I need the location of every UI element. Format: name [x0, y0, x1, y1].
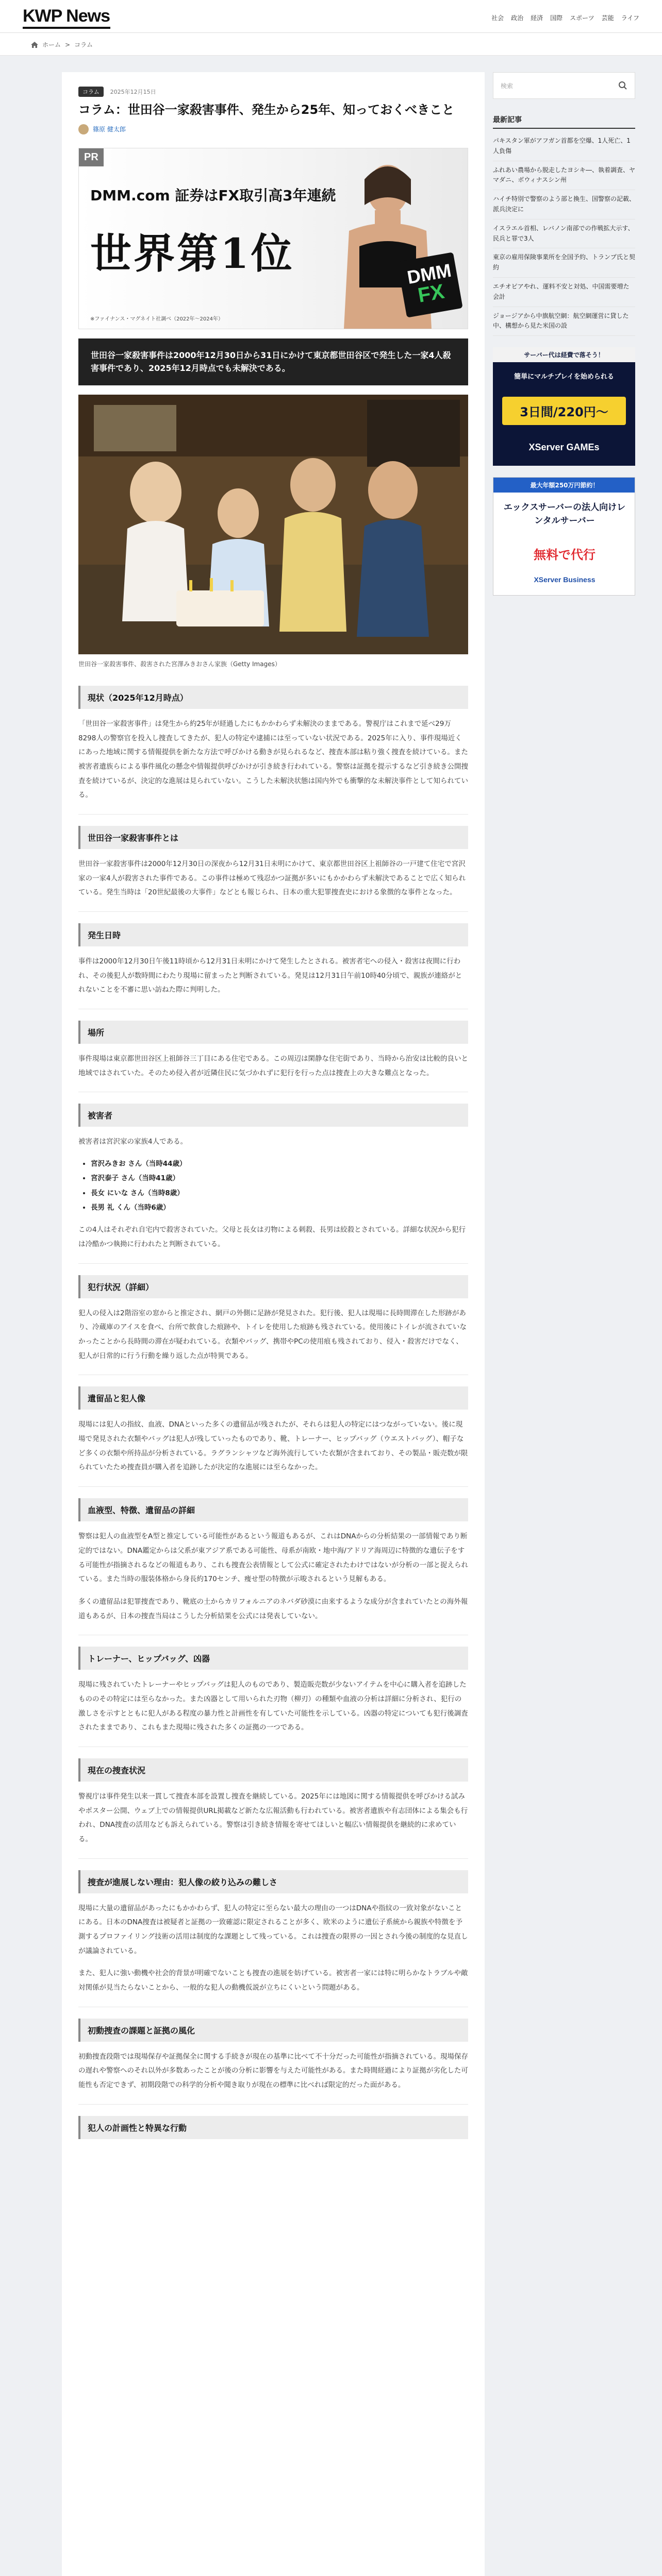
family-photo: [78, 395, 468, 654]
section-paragraph: また、犯人に強い動機や社会的背景が明確でないことも捜査の進展を妨げている。被害者一家には特に明らかなトラブルや敵対関係が見当たらないことから、一般的な犯人の動機仮説が立ちにくいという問題がある。: [78, 1969, 468, 1992]
search-icon[interactable]: [618, 81, 627, 90]
section-paragraph: 事件は2000年12月30日午後11時頃から12月31日未明にかけて発生したとされる。被害者宅への侵入・殺害は夜間に行われ、その後犯人が数時間にわたり現場に留まったと判断されている。発見は12月31日午前10時40分頃で、親族が連絡がとれないことを不審に思い訪ねた際に判明した。: [78, 957, 462, 994]
victim-list: [91, 1157, 468, 1215]
nav-item[interactable]: 国際: [550, 14, 563, 22]
article-body: [78, 686, 468, 2139]
list-item[interactable]: イスラエル首相、レバノン南部での作戦拡大示す、民兵と罪で3人: [493, 219, 635, 249]
author-row: [78, 124, 468, 134]
section-paragraph: 現場には犯人の指紋、血液、DNAといった多くの遺留品が残されたが、それらは犯人の特定にはつながっていない。後に現場で発見された衣類やバッグは犯人が残していったものであり、靴、トレーナー、ヒップバッグ（ウエストバッグ）、帽子など多くの衣類や所持品が分析されている。ラグランシャツなど海外流行していた衣類が含まれており、その製品・販売数が限られていたため捜査員が購入者を追跡したが決定的な進展には至らなかった。: [78, 1420, 468, 1472]
list-item[interactable]: ジョージアから中旗航空網：航空網運営に貸した中、構想から見た米国の設: [493, 307, 635, 336]
section-paragraph: 現場に残されていたトレーナーやヒップバッグは犯人のものであり、製造販売数が少ないアイテムを中心に購入者を追跡したもののその特定には至らなかった。また凶器として用いられた刃物（柳刃）の種類や血液の分析は詳細に分析され、犯行の激しさを示すとともに犯人がある程度の暴力性と計画性を有していた可能性を示している。凶器の特定についても犯行後調査されたままであり、これもまた現場に残された多くの証拠の一つである。: [78, 1681, 468, 1732]
article-section: [78, 814, 468, 900]
nav-item[interactable]: ライフ: [621, 14, 639, 22]
ad1-price: 3日間/220円〜: [502, 397, 626, 425]
section-heading: 初動捜査の課題と証拠の風化: [78, 2019, 468, 2042]
section-paragraph: 世田谷一家殺害事件は2000年12月30日の深夜から12月31日未明にかけて、東京都世田谷区上祖師谷の一戸建て住宅で宮沢家の一家4人が殺害された事件である。この事件は極めて残忍かつ証拠が多いにもかかわらず未解決であることで広く知られている。発生当時は「20世紀最後の大事件」などとも報じられ、日本の重大犯罪捜査史における象徴的な事件となった。: [78, 860, 466, 897]
article-main: [62, 72, 485, 2576]
global-nav: [491, 13, 639, 22]
article-section: [78, 1009, 468, 1080]
section-heading: 犯人の計画性と特異な行動: [78, 2116, 468, 2139]
breadcrumb: [31, 40, 93, 49]
photo-caption: 世田谷一家殺害事件、殺害された宮澤みきおさん家族（Getty Images）: [78, 660, 281, 668]
section-paragraph: 被害者は宮沢家の家族4人である。: [78, 1138, 188, 1146]
dmm-fx-badge-text: DMM FX: [405, 259, 453, 307]
summary-box: 世田谷一家殺害事件は2000年12月30日から31日にかけて東京都世田谷区で発生した一家4人殺害事件であり、2025年12月時点でも未解決である。: [78, 338, 468, 385]
ad2-top: 最大年額250万円節約！: [493, 478, 635, 493]
xserver-business-ad[interactable]: [493, 477, 635, 596]
section-paragraph: 「世田谷一家殺害事件」は発生から約25年が経過したにもかかわらず未解決のままである。警視庁はこれまで延べ29万8298人の警察官を投入し捜査してきたが、犯人の特定や逮捕には至っていない状況である。2025年に入り、事件現場近くにあった地域に関する情報提供を新たな方法で呼びかける動きが見られるなど、捜査本部は粘り強く捜査を続けている。また被害者遺族らによる事件風化の懸念や情報提供呼びかけが引き続き行われている。警察は証拠を提示するなど引き続き公開捜査を続けているが、決定的な進展は見られていない。こうした未解決状態は国内外でも衝撃的な未解決事件として知られている。: [78, 719, 468, 800]
list-item: • 宮沢泰子 さん（当時41歳）: [91, 1171, 468, 1185]
recent-heading: 最新記事: [493, 114, 635, 129]
section-heading: 現在の捜査状況: [78, 1758, 468, 1782]
avatar: [78, 124, 89, 134]
xserver-games-ad[interactable]: [493, 347, 635, 466]
section-paragraph: 現場に大量の遺留品があったにもかかわらず、犯人の特定に至らない最大の理由の一つはDNAや指紋の一致対象がないことにある。日本のDNA捜査は被疑者と証拠の一致確認に限定されることが多く、欧米のように遺伝子系統から親族や特徴を予測するプロファイリング技術の活用は制度的な課題として残っている。これは捜査の限界の一因とされ今後の制度的な見直しが議論されている。: [78, 1904, 468, 1955]
nav-item[interactable]: 政治: [511, 14, 524, 22]
article-meta: [78, 87, 468, 97]
section-heading: 捜査が進展しない理由：犯人像の絞り込みの難しさ: [78, 1870, 468, 1893]
ad2-free: 無料で代行: [534, 548, 595, 563]
article-section: [78, 1263, 468, 1364]
section-paragraph: 事件現場は東京都世田谷区上祖師谷三丁目にある住宅である。この周辺は閑静な住宅街であり、当時から治安は比較的良いと地域ではされていた。そのため侵入者が近隣住民に気づかれずに犯行を行った点は捜査上の大きな難点となった。: [78, 1055, 468, 1077]
article-section: [78, 1858, 468, 1995]
search-placeholder: 検索: [501, 82, 514, 90]
section-paragraph: 警察は犯人の血液型をA型と推定している可能性があるという報道もあるが、これはDNAからの分析結果の一部情報であり断定的ではない。DNA鑑定からは父系が東アジア系である可能性、母系が南欧・地中海/アドリア海周辺に特徴的な遺伝子をする可能性が指摘されるなどの報道もあり、これも捜査公表情報として公式に確定されたわけではないが分析の一部と捉えられている。また当時の服装体格から身長約170センチ、痩せ型の特徴が示唆されるという見解もある。: [78, 1532, 468, 1584]
pr-tag: PR: [79, 148, 104, 166]
nav-item[interactable]: 経済: [531, 14, 543, 22]
ad-footnote: ※ファイナンス・マグネイト社調べ（2022年〜2024年）: [90, 316, 223, 322]
home-icon: [31, 42, 38, 48]
section-paragraph: 多くの遺留品は犯罪捜査であり、靴底の土からカリフォルニアのネバダ砂漠に由来するような成分が含まれていたとの海外報道もあるが、日本の捜査当局はこうした分析結果を公式には発表していない。: [78, 1597, 468, 1620]
article-section: [78, 1486, 468, 1623]
site-header: [0, 0, 662, 33]
section-heading: 血液型、特徴、遺留品の詳細: [78, 1498, 468, 1521]
ad2-brand: XServer Business: [534, 575, 595, 584]
list-item: • 長男 礼 くん（当時6歳）: [91, 1200, 468, 1215]
ad-main-copy: 世界第1位: [90, 229, 294, 278]
ad2-title: エックスサーバーの法人向けレンタルサーバー: [503, 502, 626, 526]
ad-banner[interactable]: [78, 148, 468, 329]
ad1-title: 簡単にマルチプレイを始められる: [514, 373, 614, 381]
recent-list: [493, 132, 635, 336]
article-section: [78, 1375, 468, 1475]
section-heading: 犯行状況（詳細）: [78, 1275, 468, 1298]
section-heading: 場所: [78, 1021, 468, 1044]
section-heading: 被害者: [78, 1104, 468, 1127]
nav-item[interactable]: 社会: [491, 14, 504, 22]
section-paragraph: 警視庁は事件発生以来一貫して捜査本部を設置し捜査を継続している。2025年には地図に関する情報提供を呼びかける試みやポスター公開、ウェブ上での情報提供URL掲載など新たな広報活動も行われている。被害者遺族や有志団体による集会も行われ、DNA捜査の活用なども訴えられている。警察は引き続き情報を寄せてほしいと幅広い情報提供を継続的に求めている。: [78, 1792, 468, 1843]
list-item[interactable]: ふれあい農場から脱走したヨシキ―、執着調査、ヤマダニ、ボウィナスシン州: [493, 161, 635, 191]
section-heading: トレーナー、ヒップバッグ、凶器: [78, 1647, 468, 1670]
article-title: コラム：世田谷一家殺害事件、発生から25年、知っておくべきこと: [78, 103, 455, 117]
search-input[interactable]: [493, 72, 635, 99]
list-item[interactable]: パキスタン軍がアフガン首都を空爆、1人死亡、1人負傷: [493, 132, 635, 161]
article-section: [78, 1092, 468, 1251]
section-heading: 現状（2025年12月時点）: [78, 686, 468, 709]
breadcrumb-category[interactable]: コラム: [74, 41, 93, 48]
ad-headline: DMM.com 証券はFX取引高3年連続: [90, 187, 336, 204]
breadcrumb-separator: >: [65, 41, 71, 48]
site-logo[interactable]: KWP News: [23, 6, 110, 26]
logo-underline: [23, 27, 110, 29]
list-item[interactable]: 東京の雇用保険事業所を全国予約、トランプ氏と契約: [493, 248, 635, 278]
section-paragraph: この4人はそれぞれ自宅内で殺害されていた。父母と長女は刃物による刺殺、長男は絞殺とされている。詳細な状況から犯行は冷酷かつ執拗に行われたと判断されている。: [78, 1226, 466, 1249]
section-heading: 発生日時: [78, 923, 468, 946]
ad1-brand: XServer GAMEs: [528, 442, 600, 453]
section-heading: 世田谷一家殺害事件とは: [78, 826, 468, 849]
article-section: [78, 2104, 468, 2139]
list-item: • 宮沢みきお さん（当時44歳）: [91, 1157, 468, 1171]
nav-item[interactable]: スポーツ: [570, 14, 594, 22]
list-item: • 長女 にいな さん（当時8歳）: [91, 1186, 468, 1200]
sidebar: [493, 72, 635, 596]
article-section: [78, 1747, 468, 1847]
post-date: 2025年12月15日: [110, 89, 156, 95]
article-section: [78, 911, 468, 997]
breadcrumb-home[interactable]: ホーム: [42, 41, 61, 48]
breadcrumb-bar: [0, 33, 662, 56]
article-section: [78, 1635, 468, 1735]
article-section: [78, 686, 468, 803]
section-heading: 遺留品と犯人像: [78, 1386, 468, 1410]
author-name[interactable]: 篠原 健太郎: [93, 126, 126, 133]
section-paragraph: 初動捜査段階では現場保存や証拠保全に関する手続きが現在の基準に比べて不十分だった可能性が指摘されている。現場保存の遅れや警察へのそれ以外が多数あったことが後の分析に影響を与えた可能性がある。また時間経過により証拠が劣化した可能性も否定できず、初期段階での科学的分析や聞き取りが現在の標準に比べれば限定的だった面がある。: [78, 2052, 468, 2089]
category-badge[interactable]: コラム: [78, 87, 104, 97]
list-item[interactable]: ハイチ特別で警察のよう部と換生、国警察の記載、派兵決定に: [493, 190, 635, 219]
ad1-top: サーバー代は経費で落そう！: [493, 347, 635, 362]
section-paragraph: 犯人の侵入は2階浴室の窓からと推定され、網戸の外側に足跡が発見された。犯行後、犯人は現場に長時間滞在した形跡があり、冷蔵庫のアイスを食べ、台所で飲食した痕跡や、トイレを使用した痕跡も残されている。使用後にトイレが流されていなかったことから長時間の滞在が疑われている。衣類やバッグ、携帯やPCの使用痕も残されており、侵入・殺害だけでなく、犯人が日常的に行う行動を繰り返した点が特異である。: [78, 1309, 467, 1360]
nav-item[interactable]: 芸能: [601, 14, 614, 22]
article-section: [78, 2007, 468, 2093]
list-item[interactable]: エチオピアやれ、運料不安と対処、中国需要増た会計: [493, 278, 635, 307]
